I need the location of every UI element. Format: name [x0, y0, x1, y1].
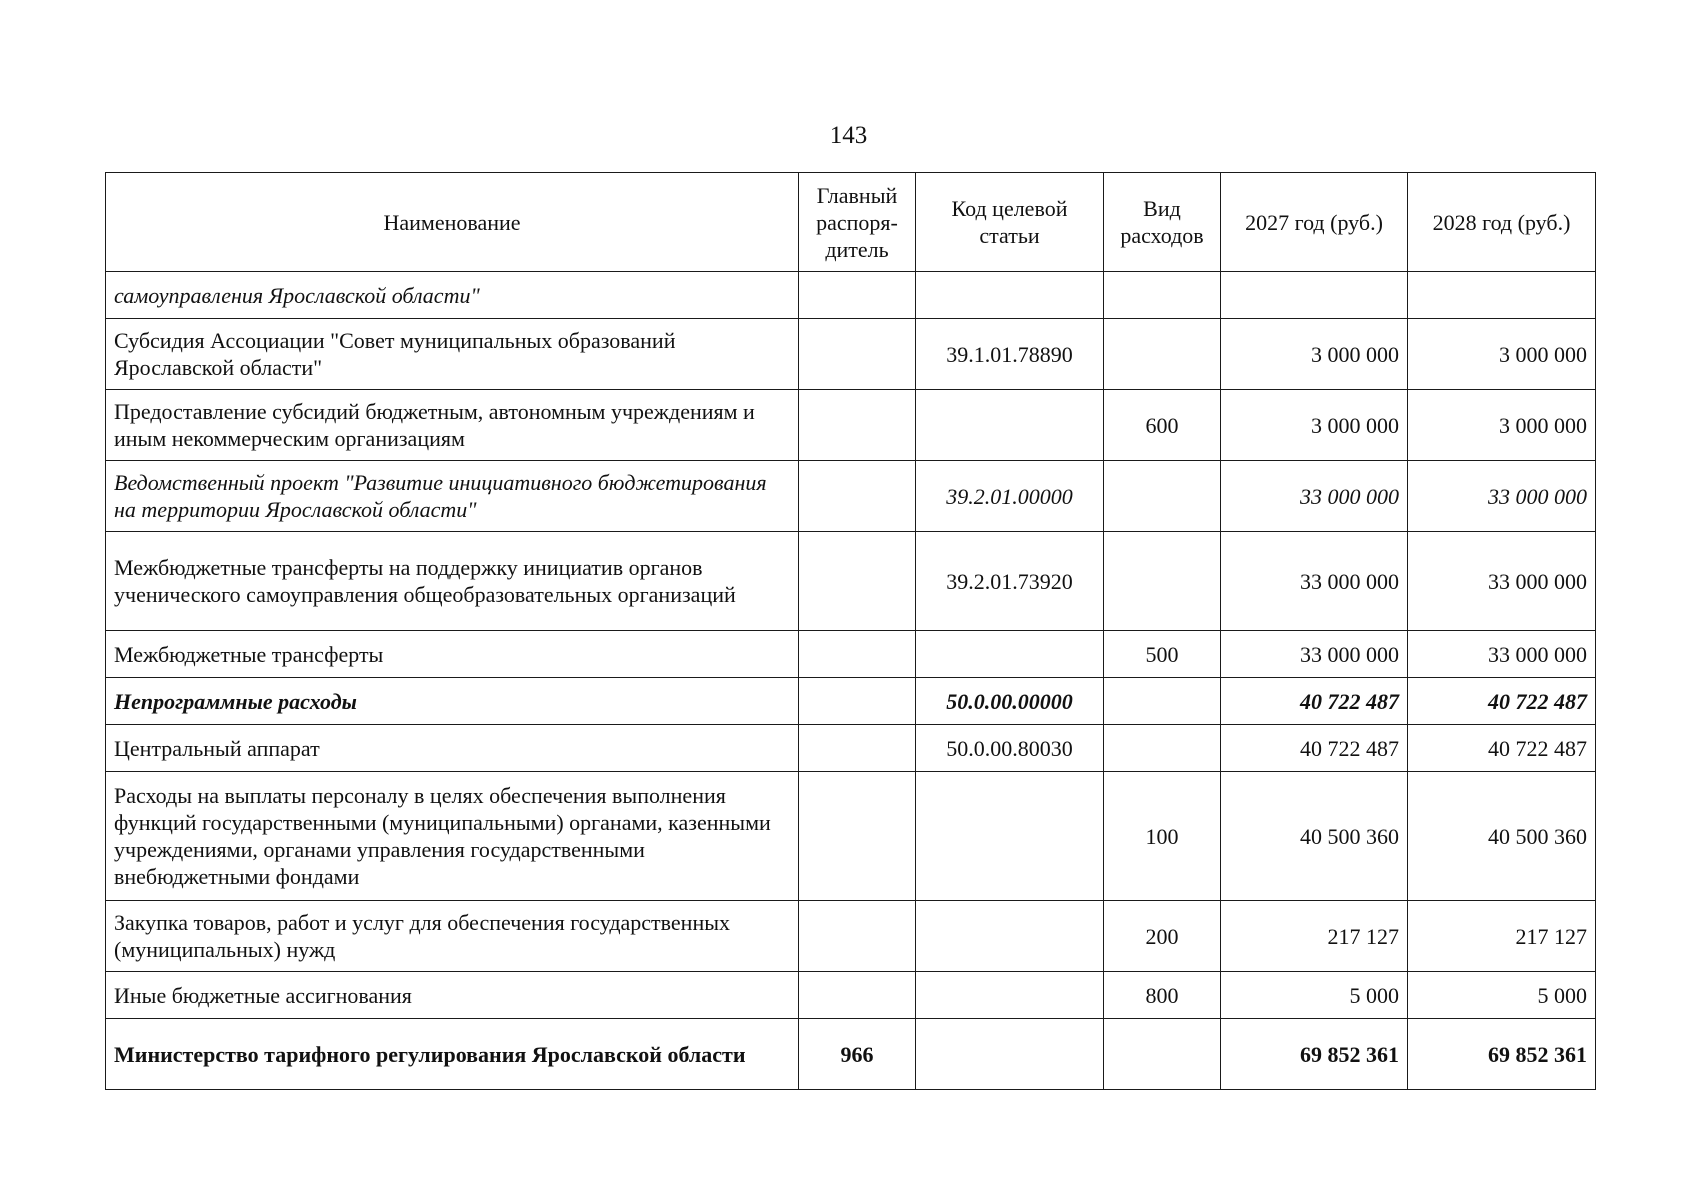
cell-target-code	[916, 390, 1104, 461]
cell-year-2028: 3 000 000	[1408, 319, 1596, 390]
cell-name: Непрограммные расходы	[106, 678, 799, 725]
cell-name: Межбюджетные трансферты	[106, 631, 799, 678]
cell-year-2027: 40 722 487	[1221, 678, 1408, 725]
cell-main-manager	[799, 631, 916, 678]
cell-year-2027: 33 000 000	[1221, 631, 1408, 678]
cell-year-2028: 217 127	[1408, 901, 1596, 972]
cell-year-2027: 217 127	[1221, 901, 1408, 972]
cell-year-2028: 69 852 361	[1408, 1019, 1596, 1090]
cell-year-2027: 40 722 487	[1221, 725, 1408, 772]
cell-expense-type: 200	[1104, 901, 1221, 972]
header-expense-type: Вид расходов	[1104, 173, 1221, 272]
table-row	[106, 631, 1596, 678]
cell-year-2028: 40 500 360	[1408, 772, 1596, 901]
cell-year-2027: 69 852 361	[1221, 1019, 1408, 1090]
cell-name: Субсидия Ассоциации "Совет муниципальных образований Ярославской области"	[106, 319, 799, 390]
cell-expense-type: 100	[1104, 772, 1221, 901]
cell-year-2028: 40 722 487	[1408, 678, 1596, 725]
header-year-2027: 2027 год (руб.)	[1221, 173, 1408, 272]
cell-target-code	[916, 972, 1104, 1019]
cell-year-2027: 3 000 000	[1221, 390, 1408, 461]
cell-expense-type	[1104, 678, 1221, 725]
cell-expense-type	[1104, 725, 1221, 772]
table-row	[106, 319, 1596, 390]
cell-year-2027: 5 000	[1221, 972, 1408, 1019]
cell-main-manager	[799, 901, 916, 972]
cell-name: Центральный аппарат	[106, 725, 799, 772]
header-year-2028: 2028 год (руб.)	[1408, 173, 1596, 272]
cell-year-2028: 5 000	[1408, 972, 1596, 1019]
cell-main-manager	[799, 390, 916, 461]
cell-target-code	[916, 1019, 1104, 1090]
cell-target-code	[916, 272, 1104, 319]
table-row	[106, 390, 1596, 461]
cell-name: самоуправления Ярославской области"	[106, 272, 799, 319]
cell-expense-type	[1104, 1019, 1221, 1090]
cell-year-2028: 33 000 000	[1408, 461, 1596, 532]
table-row	[106, 901, 1596, 972]
cell-name: Иные бюджетные ассигнования	[106, 972, 799, 1019]
table-row	[106, 972, 1596, 1019]
budget-table	[105, 172, 1596, 1090]
cell-target-code: 39.1.01.78890	[916, 319, 1104, 390]
cell-year-2027: 33 000 000	[1221, 532, 1408, 631]
cell-target-code	[916, 901, 1104, 972]
cell-year-2028: 3 000 000	[1408, 390, 1596, 461]
cell-year-2028: 33 000 000	[1408, 532, 1596, 631]
table-row	[106, 272, 1596, 319]
cell-target-code: 39.2.01.73920	[916, 532, 1104, 631]
cell-expense-type: 600	[1104, 390, 1221, 461]
table-row	[106, 772, 1596, 901]
cell-expense-type: 800	[1104, 972, 1221, 1019]
cell-main-manager	[799, 725, 916, 772]
cell-expense-type	[1104, 272, 1221, 319]
cell-expense-type	[1104, 461, 1221, 532]
cell-year-2027: 3 000 000	[1221, 319, 1408, 390]
table-row	[106, 725, 1596, 772]
header-target-code: Код целевой статьи	[916, 173, 1104, 272]
cell-target-code	[916, 631, 1104, 678]
cell-year-2027	[1221, 272, 1408, 319]
cell-name: Предоставление субсидий бюджетным, автономным учреждениям и иным некоммерческим организациям	[106, 390, 799, 461]
table-row	[106, 1019, 1596, 1090]
table-row	[106, 678, 1596, 725]
cell-target-code: 50.0.00.00000	[916, 678, 1104, 725]
cell-main-manager	[799, 461, 916, 532]
table-header-row	[106, 173, 1596, 272]
header-name: Наименование	[106, 173, 799, 272]
cell-name: Ведомственный проект "Развитие инициативного бюджетирования на территории Ярославской области"	[106, 461, 799, 532]
cell-target-code	[916, 772, 1104, 901]
cell-expense-type	[1104, 532, 1221, 631]
cell-main-manager	[799, 678, 916, 725]
cell-main-manager: 966	[799, 1019, 916, 1090]
cell-name: Межбюджетные трансферты на поддержку инициатив органов ученического самоуправления общеобразовательных организаций	[106, 532, 799, 631]
cell-main-manager	[799, 772, 916, 901]
cell-main-manager	[799, 272, 916, 319]
cell-year-2027: 33 000 000	[1221, 461, 1408, 532]
cell-main-manager	[799, 972, 916, 1019]
cell-year-2028	[1408, 272, 1596, 319]
cell-expense-type: 500	[1104, 631, 1221, 678]
cell-name: Закупка товаров, работ и услуг для обеспечения государственных (муниципальных) нужд	[106, 901, 799, 972]
table-row	[106, 461, 1596, 532]
cell-target-code: 50.0.00.80030	[916, 725, 1104, 772]
page-number: 143	[829, 122, 868, 149]
cell-year-2028: 33 000 000	[1408, 631, 1596, 678]
cell-target-code: 39.2.01.00000	[916, 461, 1104, 532]
cell-main-manager	[799, 532, 916, 631]
cell-name: Расходы на выплаты персоналу в целях обеспечения выполнения функций государственными (муниципальными) органами, казенными учреждениями, органами управления государственными внебюджетными фондами	[106, 772, 799, 901]
cell-main-manager	[799, 319, 916, 390]
header-main-manager: Главный распоря-дитель	[799, 173, 916, 272]
cell-expense-type	[1104, 319, 1221, 390]
cell-year-2027: 40 500 360	[1221, 772, 1408, 901]
table-row	[106, 532, 1596, 631]
cell-year-2028: 40 722 487	[1408, 725, 1596, 772]
cell-name: Министерство тарифного регулирования Ярославской области	[106, 1019, 799, 1090]
